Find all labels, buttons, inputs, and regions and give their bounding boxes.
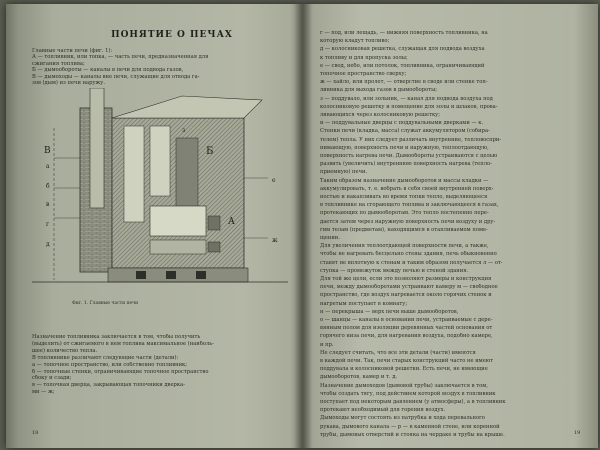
chimney-flue	[90, 88, 104, 208]
text-line: в топливнике на сгорающего топлива и заключающееся в газах,	[320, 202, 499, 209]
text-line: о — шанцы — каналы в основании печи, устраиваемые с дере-	[320, 317, 493, 323]
text-line: чтобы создать тягу, под действием которой воздух в топливник	[320, 390, 496, 397]
smoke-channel-2	[150, 126, 170, 196]
text-line: Назначение топливника заключается в том, чтобы получить	[32, 334, 201, 340]
text-line: ставят не вплотную к стенам и таким образом получается л — от-	[320, 259, 503, 266]
text-line: пространство, где воздух нагревается около горячих стенок и	[320, 292, 492, 299]
vent-hole-2	[166, 271, 176, 279]
text-line: ступка — промежуток между печью и стеной здания.	[320, 267, 469, 274]
vent-hole-1	[136, 271, 146, 279]
text-line: протекающих по дымооборотам. Это тепло постепенно пере-	[320, 210, 489, 217]
text-line: е — свод, небо, или потолок, топливника, ограничивающий	[320, 62, 485, 69]
text-line: Главные части печи (фиг. 1):	[32, 48, 113, 54]
page-number: 19	[574, 430, 581, 436]
text-line: которую кладут топливо;	[320, 38, 390, 45]
figure-letter: ж	[272, 237, 278, 244]
text-line: зов (дым) из печи наружу.	[32, 80, 105, 86]
text-line: поступает под некоторым давлением (у атмосферы), а в топливник	[320, 399, 506, 405]
text-line: ж — хайло, или пролет, — отверстие в своде или стенке топ-	[320, 79, 488, 86]
smoke-channel-1	[124, 126, 144, 222]
text-line: поддувала и колосниковой решетки. Есть печи, не имеющие	[320, 366, 488, 373]
text-line: Для той же цели, если это позволяют размеры и конструкция	[320, 276, 492, 282]
page-heading: ПОНЯТИЕ О ПЕЧАХ	[111, 30, 233, 40]
right-page	[312, 4, 594, 448]
text-line: развить (увеличить) внутреннюю поверхность нагрева (тепло-	[320, 161, 492, 168]
text-line: Не следует считать, что все эти детали (части) имеются	[320, 349, 476, 356]
text-line: Дымоходы могут состоять из патрубка и хода перевального	[320, 415, 485, 422]
text-line: протекают необходимый для горения воздух.	[320, 407, 446, 414]
text-line: печи, между дымооборотами устраивают камеру м — свободное	[320, 284, 498, 291]
text-line: поверхность нагрева печи. Дымообороты устраиваются с целью	[320, 153, 498, 159]
text-line: дымооборотов, камер и т. д.	[320, 374, 398, 381]
text-line: гим телам (предметам), находящимся в отапливаемом поме-	[320, 226, 488, 233]
text-line: н — перекрыша — верх печи выше дымооборотов,	[320, 308, 459, 315]
text-line: нимающую, поверхность печи и наружную, теплоотдающую,	[320, 144, 489, 151]
text-line: щении.	[320, 235, 340, 241]
text-line: рукава, дымового канала — р — в каменной стене, или коренной	[320, 423, 500, 430]
text-line: А — топливник, или топка, — часть печи, предназначенная для	[32, 54, 209, 61]
text-line: нагретым поступает в комнату;	[320, 300, 408, 307]
figure-letter: з	[182, 127, 186, 134]
figure-letter: д	[46, 241, 50, 248]
left-page	[12, 4, 294, 448]
text-line: сжигания топлива;	[32, 60, 85, 67]
text-line: к топливу и для пропуска золы;	[320, 54, 408, 61]
text-line: Стенки печи (кладка, масса) служат аккумулятором (собира-	[320, 128, 490, 135]
text-line: Б — дымообороты — каналы в печи для подвода газов,	[32, 67, 184, 74]
text-line: ностью и накапливать во время топки тепло, выделяющееся	[320, 194, 488, 200]
text-line: ливающихся через колосниковую решетку;	[320, 112, 440, 118]
figure-letter: Б	[206, 146, 214, 157]
text-line: ми — ж;	[32, 389, 55, 396]
figure-letter: б	[46, 183, 50, 190]
text-line: В — дымоходы — каналы вне печи, служащие для отвода га-	[32, 73, 200, 80]
text-line: дается затем через наружную поверхность печи воздуху и дру-	[320, 218, 496, 225]
fire-door	[208, 216, 220, 230]
figure-caption: Фиг. 1. Главные части печи	[72, 301, 139, 306]
stove-diagram	[32, 88, 288, 298]
text-line: В топливнике различают следующие части (детали):	[32, 354, 179, 361]
page-number: 18	[32, 430, 39, 436]
ash-pit	[150, 240, 206, 254]
text-line: аккумулировать, т. е. вобрать в себя своей внутренней поверх-	[320, 185, 494, 192]
text-line: д — колосниковая решетка, служащая для подвода воздуха	[320, 46, 485, 53]
text-line: ливника для выхода газов в дымообороты;	[320, 87, 437, 94]
open-book	[6, 4, 598, 448]
text-line: колосниковую решетку и помещение для золы и шлаков, прова-	[320, 103, 498, 110]
text-line: сбоку и сзади;	[32, 375, 72, 382]
figure-letter: е	[272, 177, 276, 184]
firebox	[150, 206, 206, 236]
text-line: телем) тепла. У них следует различать внутренние, тепловоспри-	[320, 136, 502, 143]
text-line: в — топочная дверца, закрывающая топочники дверка-	[32, 382, 185, 389]
text-line: и — поддувальные дверцы с поддувальными дверками — к.	[320, 120, 484, 127]
text-line: шее) количество тепла.	[32, 347, 98, 354]
text-line: б — топочные стенки, ограничивающие топочное пространство	[32, 368, 209, 375]
text-line: топочное пространство сверху;	[320, 71, 407, 77]
figure-letter: А	[228, 217, 235, 227]
text-line: приемную) печи.	[320, 169, 368, 176]
text-line: (выделить) от сжигаемого в нем топлива максимальное (наиболь-	[32, 340, 214, 347]
ash-door	[208, 242, 220, 252]
book-spine	[294, 4, 312, 448]
figure-letter: в	[46, 201, 50, 208]
text-line: и пр.	[320, 341, 334, 348]
vent-hole-3	[196, 271, 206, 279]
text-line: горячего низа печи, для нагревания воздуха, подобно камере,	[320, 333, 493, 340]
text-line: Назначение дымоходов (дымовой трубы) заключается в том,	[320, 382, 488, 389]
smoke-channel-3	[176, 138, 198, 208]
text-line: г — под, или лещадь, — нижняя поверхность топливника, на	[320, 30, 488, 36]
figure-letter: а	[46, 163, 50, 170]
text-line: Для увеличения теплоотдающей поверхности печи, а также,	[320, 243, 489, 250]
text-line: трубы, дымовых отверстий и стояка на чердаке и трубы на крыше.	[320, 431, 505, 438]
figure-letter: г	[46, 221, 50, 228]
text-line: вянным полом для изоляции деревянных частей основания от	[320, 325, 493, 332]
stove-top	[112, 96, 262, 118]
figure-letter: В	[44, 146, 51, 156]
text-line: Таким образом назначение дымооборотов и массы кладки —	[320, 177, 489, 184]
text-line: з — поддувало, или зольник, — канал для подвода воздуха под	[320, 95, 493, 102]
text-line: а — топочное пространство, или собственно топливник;	[32, 361, 188, 368]
stove-base	[108, 268, 248, 282]
text-line: в каждой печи. Так, печи старых конструкций часто не имеют	[320, 358, 494, 364]
text-line: чтобы не нагревать бесцельно стены здания, печь обыкновенно	[320, 251, 497, 258]
